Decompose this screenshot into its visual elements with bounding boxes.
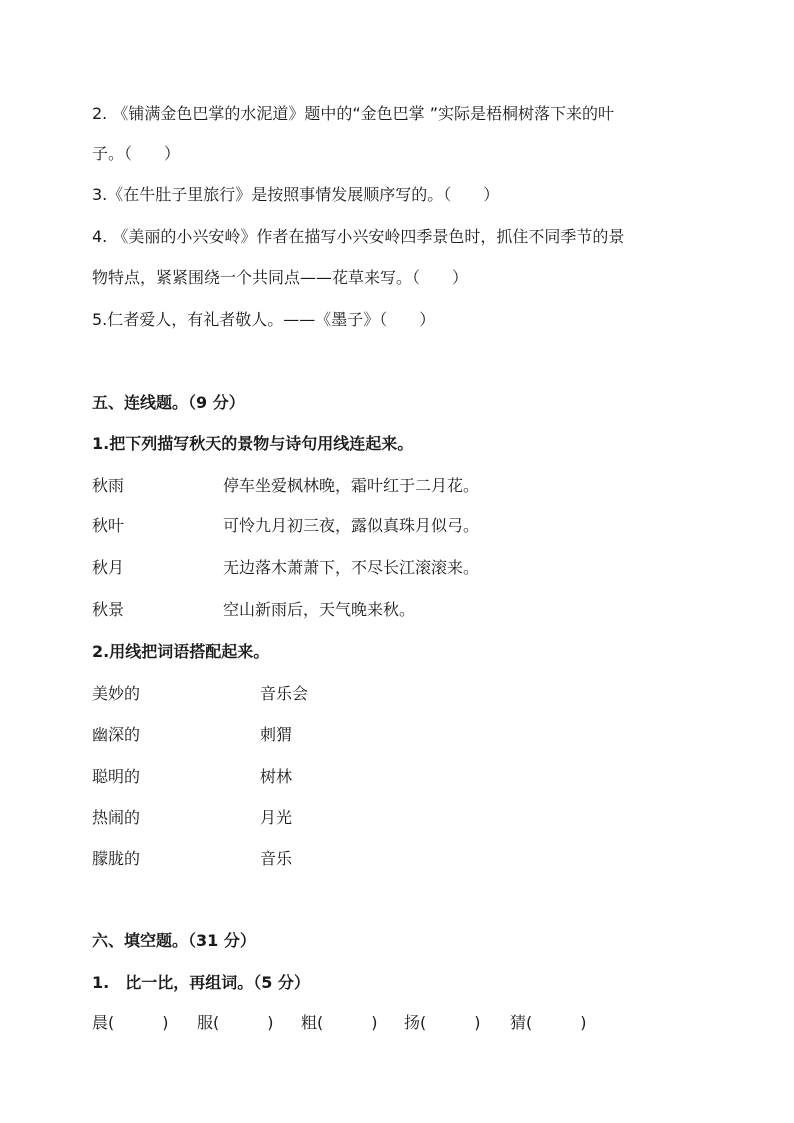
section6-q1-title: 1. 比一比，再组词。（5 分） [92, 973, 310, 992]
word-match-left: 美妙的 [92, 684, 141, 703]
poem-match-right: 可怜九月初三夜，露似真珠月似弓。 [223, 516, 480, 535]
word-match-right: 音乐 [260, 849, 293, 868]
judgement-item-4-line2: 物特点，紧紧围绕一个共同点——花草来写。（ ） [92, 268, 469, 287]
section5-q1-title: 1.把下列描写秋天的景物与诗句用线连起来。 [92, 434, 414, 453]
word-group-item[interactable]: 扬( ) [404, 1013, 481, 1032]
poem-match-left: 秋叶 [92, 516, 125, 535]
section6-title: 六、填空题。（31 分） [92, 931, 256, 950]
word-group-item[interactable]: 粗( ) [301, 1013, 378, 1032]
word-match-left: 幽深的 [92, 725, 141, 744]
word-group-item[interactable]: 猜( ) [510, 1013, 587, 1032]
word-match-left: 聪明的 [92, 767, 141, 786]
judgement-item-3: 3.《在牛肚子里旅行》是按照事情发展顺序写的。（ ） [92, 185, 500, 204]
word-group-item[interactable]: 服( ) [197, 1013, 274, 1032]
poem-match-right: 空山新雨后，天气晚来秋。 [223, 600, 416, 619]
judgement-item-5: 5.仁者爱人，有礼者敬人。——《墨子》（ ） [92, 310, 436, 329]
word-match-right: 音乐会 [260, 684, 309, 703]
judgement-item-2-line1: 2. 《铺满金色巴掌的水泥道》题中的“金色巴掌 ”实际是梧桐树落下来的叶 [92, 104, 615, 123]
poem-match-right: 无边落木萧萧下，不尽长江滚滚来。 [223, 558, 480, 577]
section5-title: 五、连线题。（9 分） [92, 393, 245, 412]
word-match-left: 朦胧的 [92, 849, 141, 868]
poem-match-left: 秋景 [92, 600, 125, 619]
word-match-right: 刺猬 [260, 725, 293, 744]
judgement-item-2-line2: 子。（ ） [92, 144, 181, 163]
poem-match-left: 秋月 [92, 558, 125, 577]
poem-match-left: 秋雨 [92, 476, 125, 495]
section5-q2-title: 2.用线把词语搭配起来。 [92, 642, 270, 661]
word-match-right: 树林 [260, 767, 293, 786]
poem-match-right: 停车坐爱枫林晚，霜叶红于二月花。 [223, 476, 480, 495]
word-match-right: 月光 [260, 808, 293, 827]
word-group-item[interactable]: 晨( ) [92, 1013, 169, 1032]
word-match-left: 热闹的 [92, 808, 141, 827]
judgement-item-4-line1: 4. 《美丽的小兴安岭》作者在描写小兴安岭四季景色时，抓住不同季节的景 [92, 227, 625, 246]
